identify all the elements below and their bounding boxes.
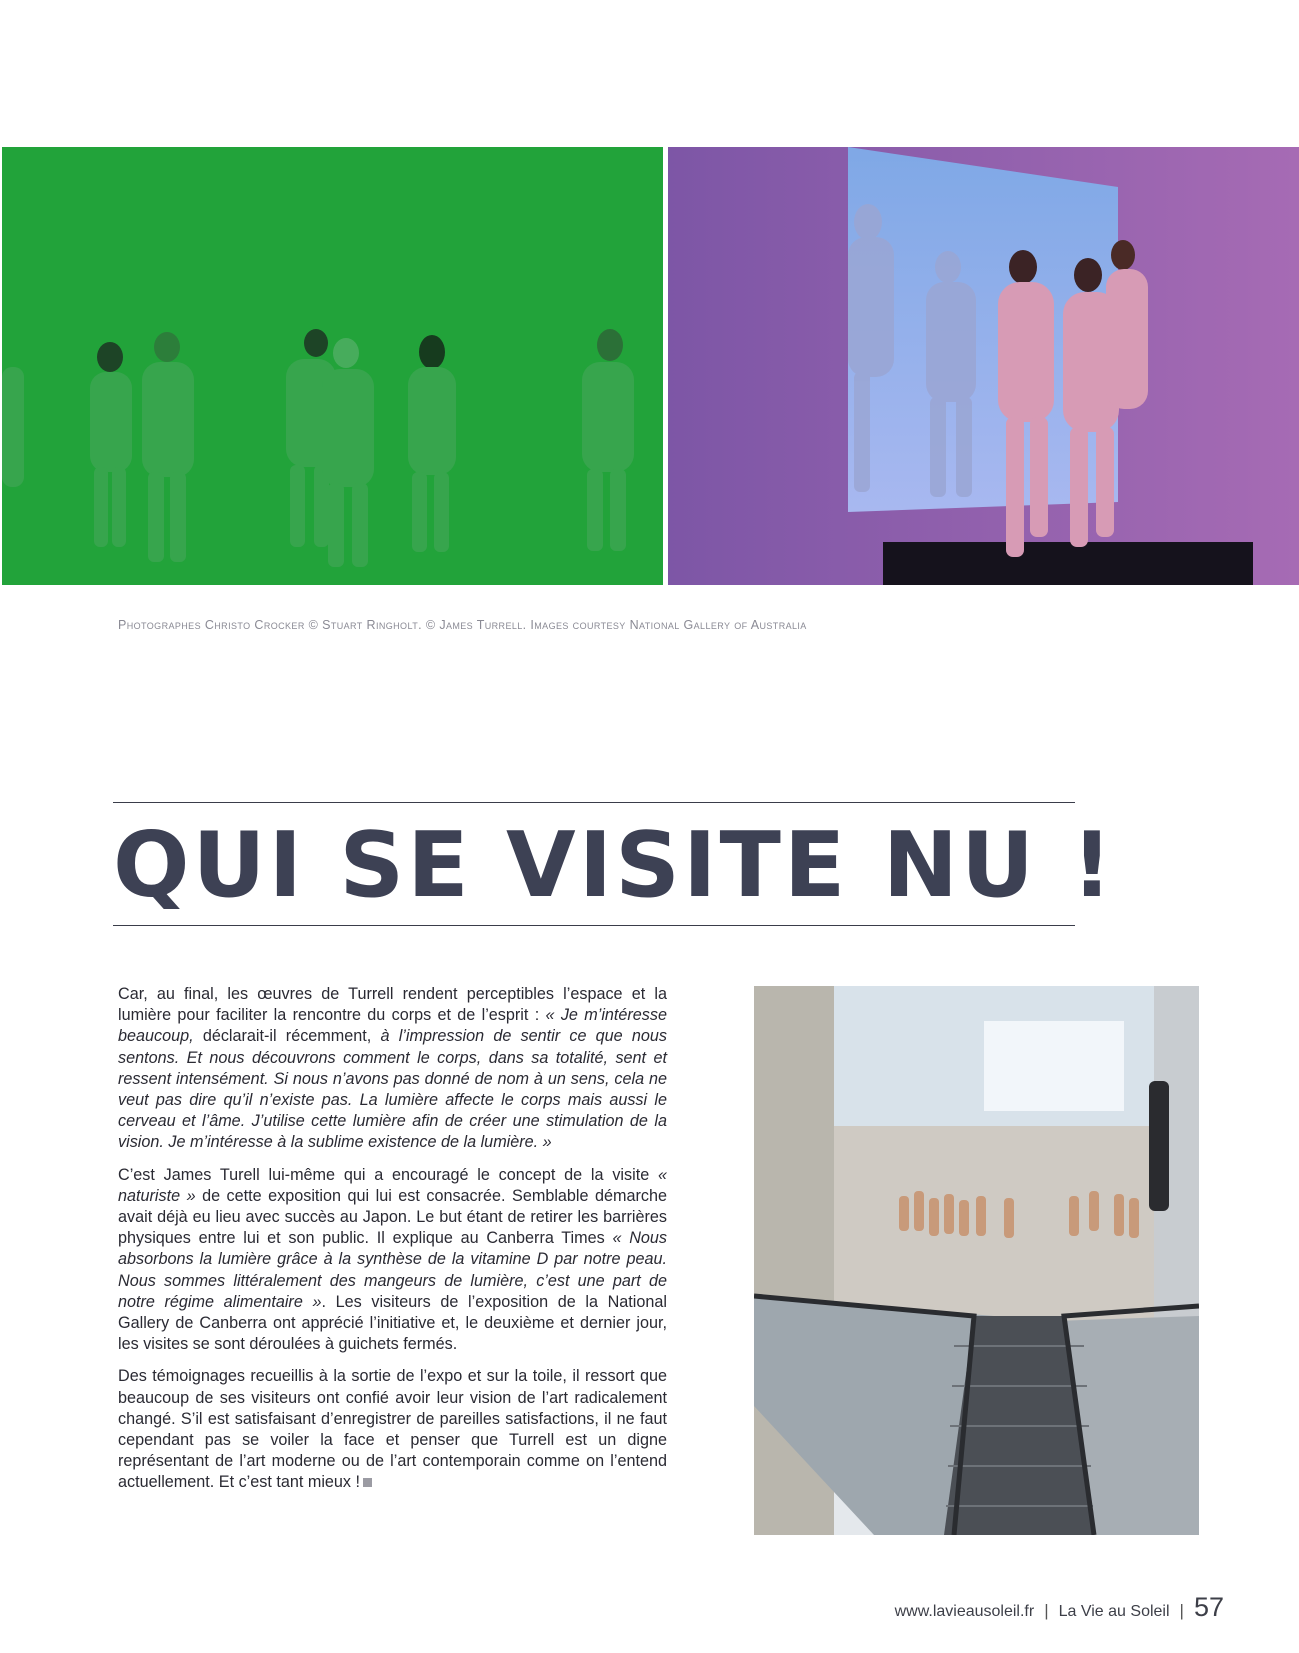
page-number: 57 (1193, 1592, 1224, 1622)
article-paragraph-2: C’est James Turell lui-même qui a encouragé le concept de la visite « naturiste » de cette exposition qui lui est consacrée. Semblable démarche avait déjà eu lieu avec succès au Japon. Le but étant de retirer les barrières physiques entre lui et son public. Il explique au Canberra Times « Nous absorbons la lumière grâce à la synthèse de la vitamine D par notre peau. Nous sommes littéralement des mangeurs de lumière, c’est une part de notre régime alimentaire ». Les visiteurs de l’exposition de la National Gallery de Canberra ont apprécié l’initiative et, le deuxième et dernier jour, les visites se sont déroulées à guichets fermés. (118, 1165, 668, 1354)
purple-room-illustration (668, 147, 1299, 585)
green-room-illustration (2, 147, 663, 585)
footer-separator-1: | (1044, 1601, 1049, 1620)
headline-rule-top (113, 802, 1075, 803)
headline: QUI SE VISITE NU ! (113, 813, 1116, 918)
photo-purple-room (668, 147, 1299, 585)
photo-gallery-escalator (754, 986, 1199, 1535)
photo-credit: Photographes Christo Crocker © Stuart Ringholt. © James Turrell. Images courtesy National Gallery of Australia (118, 618, 807, 632)
footer-website: www.lavieausoleil.fr (894, 1603, 1035, 1620)
escalator-illustration (754, 986, 1199, 1535)
footer-magazine-name: La Vie au Soleil (1058, 1603, 1170, 1620)
page-footer (895, 1592, 1224, 1623)
article-paragraph-1: Car, au final, les œuvres de Turrell rendent perceptibles l’espace et la lumière pour faciliter la rencontre du corps et de l’esprit : « Je m’intéresse beaucoup, déclarait-il récemment, à l’impression de sentir ce que nous sentons. Et nous découvrons comment le corps, dans sa totalité, sent et ressent intensément. Si nous n’avons pas donné de nom à un sens, cela ne veut pas dire qu’il n’existe pas. La lumière affecte le corps mais aussi le cerveau et l’âme. J’utilise cette lumière afin de créer une stimulation de la vision. Je m’intéresse à la sublime existence de la lumière. » (118, 985, 667, 1152)
article-body (118, 984, 667, 1505)
footer-separator-2: | (1179, 1601, 1184, 1620)
photo-green-room (2, 147, 663, 585)
end-of-article-mark (363, 1478, 372, 1487)
article-paragraph-3: Des témoignages recueillis à la sortie de l’expo et sur la toile, il ressort que beaucoup de ses visiteurs ont confié avoir leur vision de l’art radicalement changé. S’il est satisfaisant d’enregistrer de pareilles satisfactions, il ne faut cependant pas se voiler la face et penser que Turrell est un digne représentant de l’art moderne ou de l’art contemporain comme on l’entend actuellement. Et c’est tant mieux ! (118, 1367, 667, 1492)
headline-rule-bottom (113, 925, 1075, 926)
